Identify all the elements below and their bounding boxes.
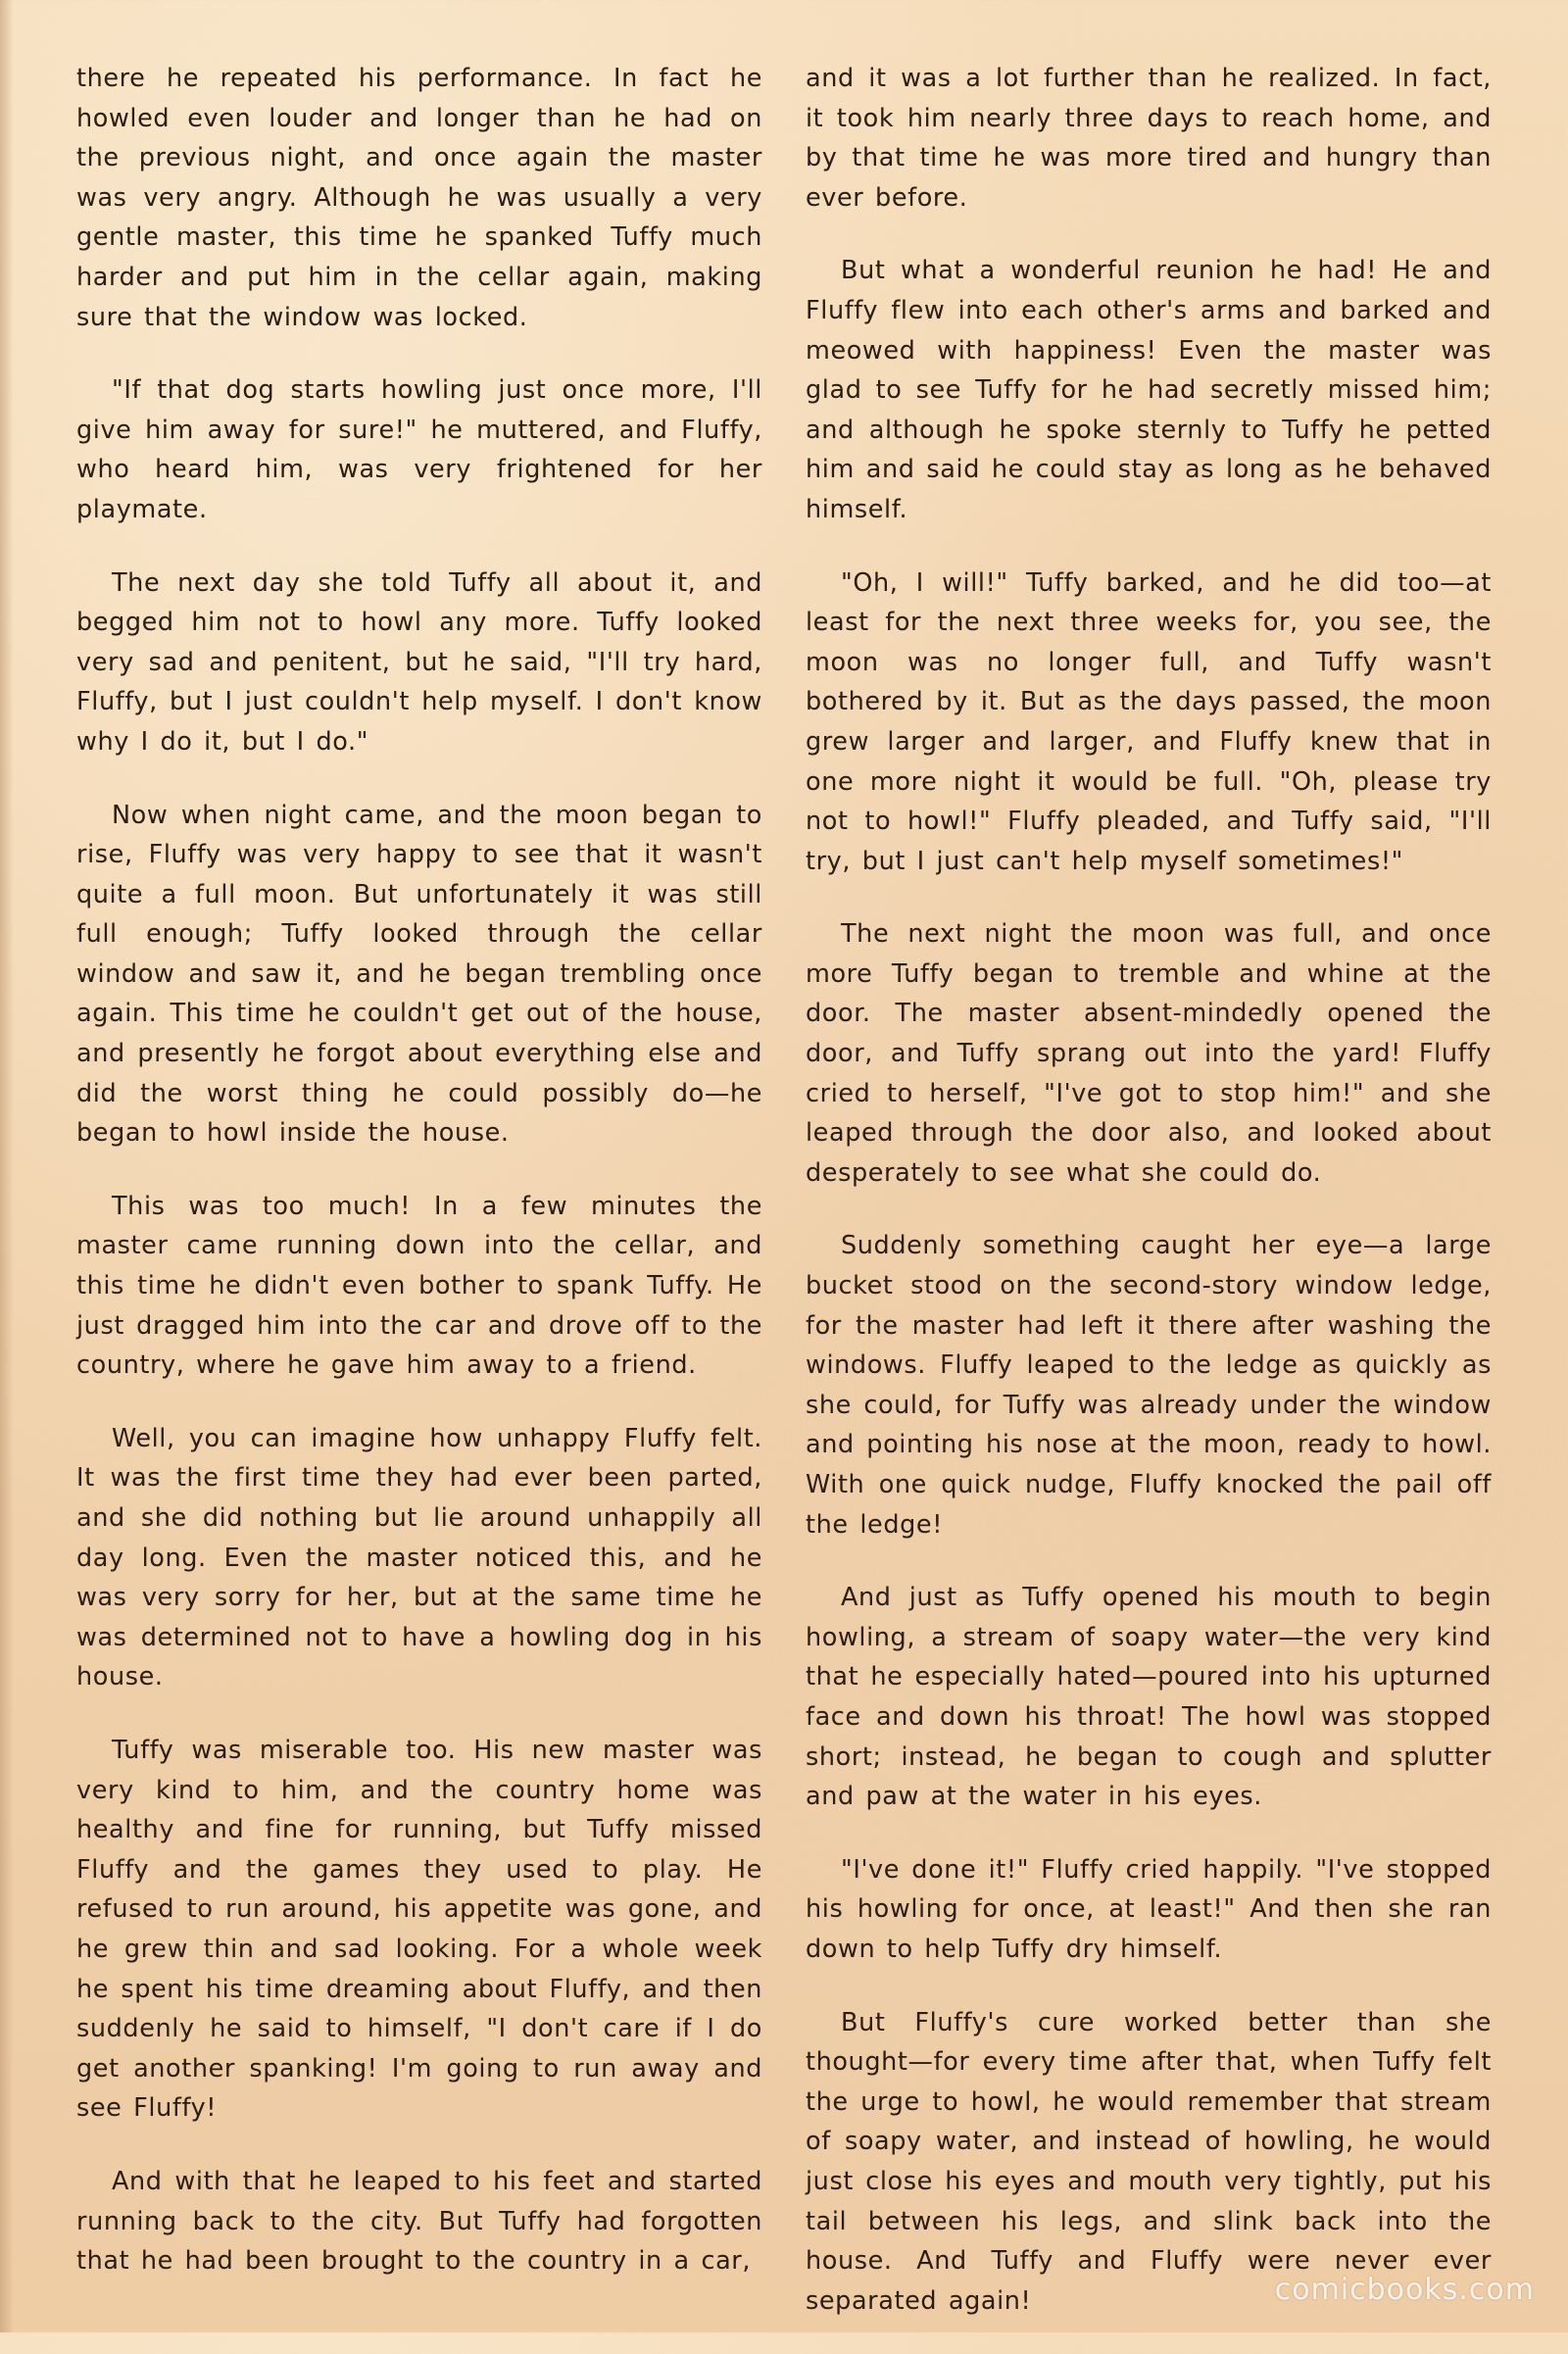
story-paragraph: "Oh, I will!" Tuffy barked, and he did too—at least for the next three weeks for, you see, the moon was no longer full, and Tuffy wasn't bothered by it. But as the days passed, the moon grew larger and larger, and Fluffy knew that in one more night it would be full. "Oh, please try not to howl!" Fluffy pleaded, and Tuffy said, "I'll try, but I just can't help myself sometimes!" [806, 567, 1492, 876]
story-paragraph: The next night the moon was full, and once more Tuffy began to tremble and whine at the door. The master absent-mindedly opened the door, and Tuffy sprang out into the yard! Fluffy cried to herself, "I've got to stop him!" and she leaped through the door also, and looked about desperately to see what she could do. [806, 919, 1492, 1188]
story-paragraph: Tuffy was miserable too. His new master was very kind to him, and the country home was healthy and fine for running, but Tuffy missed Fluffy and the games they used to play. He refused to run around, his appetite was gone, and he grew thin and sad looking. For a whole week he spent his time dreaming about Fluffy, and then suddenly he said to himself, "I don't care if I do get another spanking! I'm going to run away and see Fluffy! [76, 1735, 762, 2124]
story-paragraph: Well, you can imagine how unhappy Fluffy felt. It was the first time they had ever been parted, and she did nothing but lie around unhappily all day long. Even the master noticed this, and he was very sorry for her, but at the same time he was determined not to have a howling dog in his house. [76, 1423, 762, 1692]
story-paragraph: But what a wonderful reunion he had! He and Fluffy flew into each other's arms and barked and meowed with happiness! Even the master was glad to see Tuffy for he had secretly missed him; and although he spoke sternly to Tuffy he petted him and said he could stay as long as he behaved himself. [806, 256, 1492, 524]
story-paragraph: This was too much! In a few minutes the master came running down into the cellar, and this time he didn't even bother to spank Tuffy. He just dragged him into the car and drove off to the country, where he gave him away to a friend. [76, 1191, 762, 1381]
story-paragraph: Now when night came, and the moon began to rise, Fluffy was very happy to see that it wasn't quite a full moon. But unfortunately it was still full enough; Tuffy looked through the cellar window and saw it, and he began trembling once again. This time he couldn't get out of the house, and presently he forgot about everything else and did the worst thing he could possibly do—he began to howl inside the house. [76, 800, 762, 1149]
story-paragraph: But Fluffy's cure worked better than she thought—for every time after that, when Tuffy felt the urge to howl, he would remember that stream of soapy water, and instead of howling, he would just close his eyes and mouth very tightly, put his tail between his legs, and slink back into the house. And Tuffy and Fluffy were never ever separated again! [806, 2007, 1492, 2316]
page-edge-shadow [0, 0, 14, 2332]
right-text-column [806, 59, 1492, 2354]
story-paragraph: there he repeated his performance. In fact he howled even louder and longer than he had on the previous night, and once again the master was very angry. Although he was usually a very gentle master, this time he spanked Tuffy much harder and put him in the cellar again, making sure that the window was locked. [76, 64, 762, 332]
story-paragraph: The next day she told Tuffy all about it, and begged him not to howl any more. Tuffy looked very sad and penitent, but he said, "I'll try hard, Fluffy, but I just couldn't help myself. I don't know why I do it, but I do." [76, 567, 762, 757]
story-paragraph: and it was a lot further than he realized. In fact, it took him nearly three days to reach home, and by that time he was more tired and hungry than ever before. [806, 64, 1492, 213]
site-watermark: comicbooks.com [1274, 2273, 1535, 2307]
left-text-column [76, 59, 762, 2315]
story-paragraph: And just as Tuffy opened his mouth to begin howling, a stream of soapy water—the very kind that he especially hated—poured into his upturned face and down his throat! The howl was stopped short; instead, he began to cough and splutter and paw at the water in his eyes. [806, 1583, 1492, 1812]
story-paragraph: "I've done it!" Fluffy cried happily. "I've stopped his howling for once, at least!" And then she ran down to help Tuffy dry himself. [806, 1854, 1492, 1964]
story-paragraph: And with that he leaped to his feet and started running back to the city. But Tuffy had forgotten that he had been brought to the country in a car, [76, 2166, 762, 2277]
story-paragraph: "If that dog starts howling just once more, I'll give him away for sure!" he muttered, and Fluffy, who heard him, was very frightened for her playmate. [76, 375, 762, 524]
story-paragraph: Suddenly something caught her eye—a large bucket stood on the second-story window ledge, for the master had left it there after washing the windows. Fluffy leaped to the ledge as quickly as she could, for Tuffy was already under the window and pointing his nose at the moon, ready to howl. With one quick nudge, Fluffy knocked the pail off the ledge! [806, 1231, 1492, 1540]
